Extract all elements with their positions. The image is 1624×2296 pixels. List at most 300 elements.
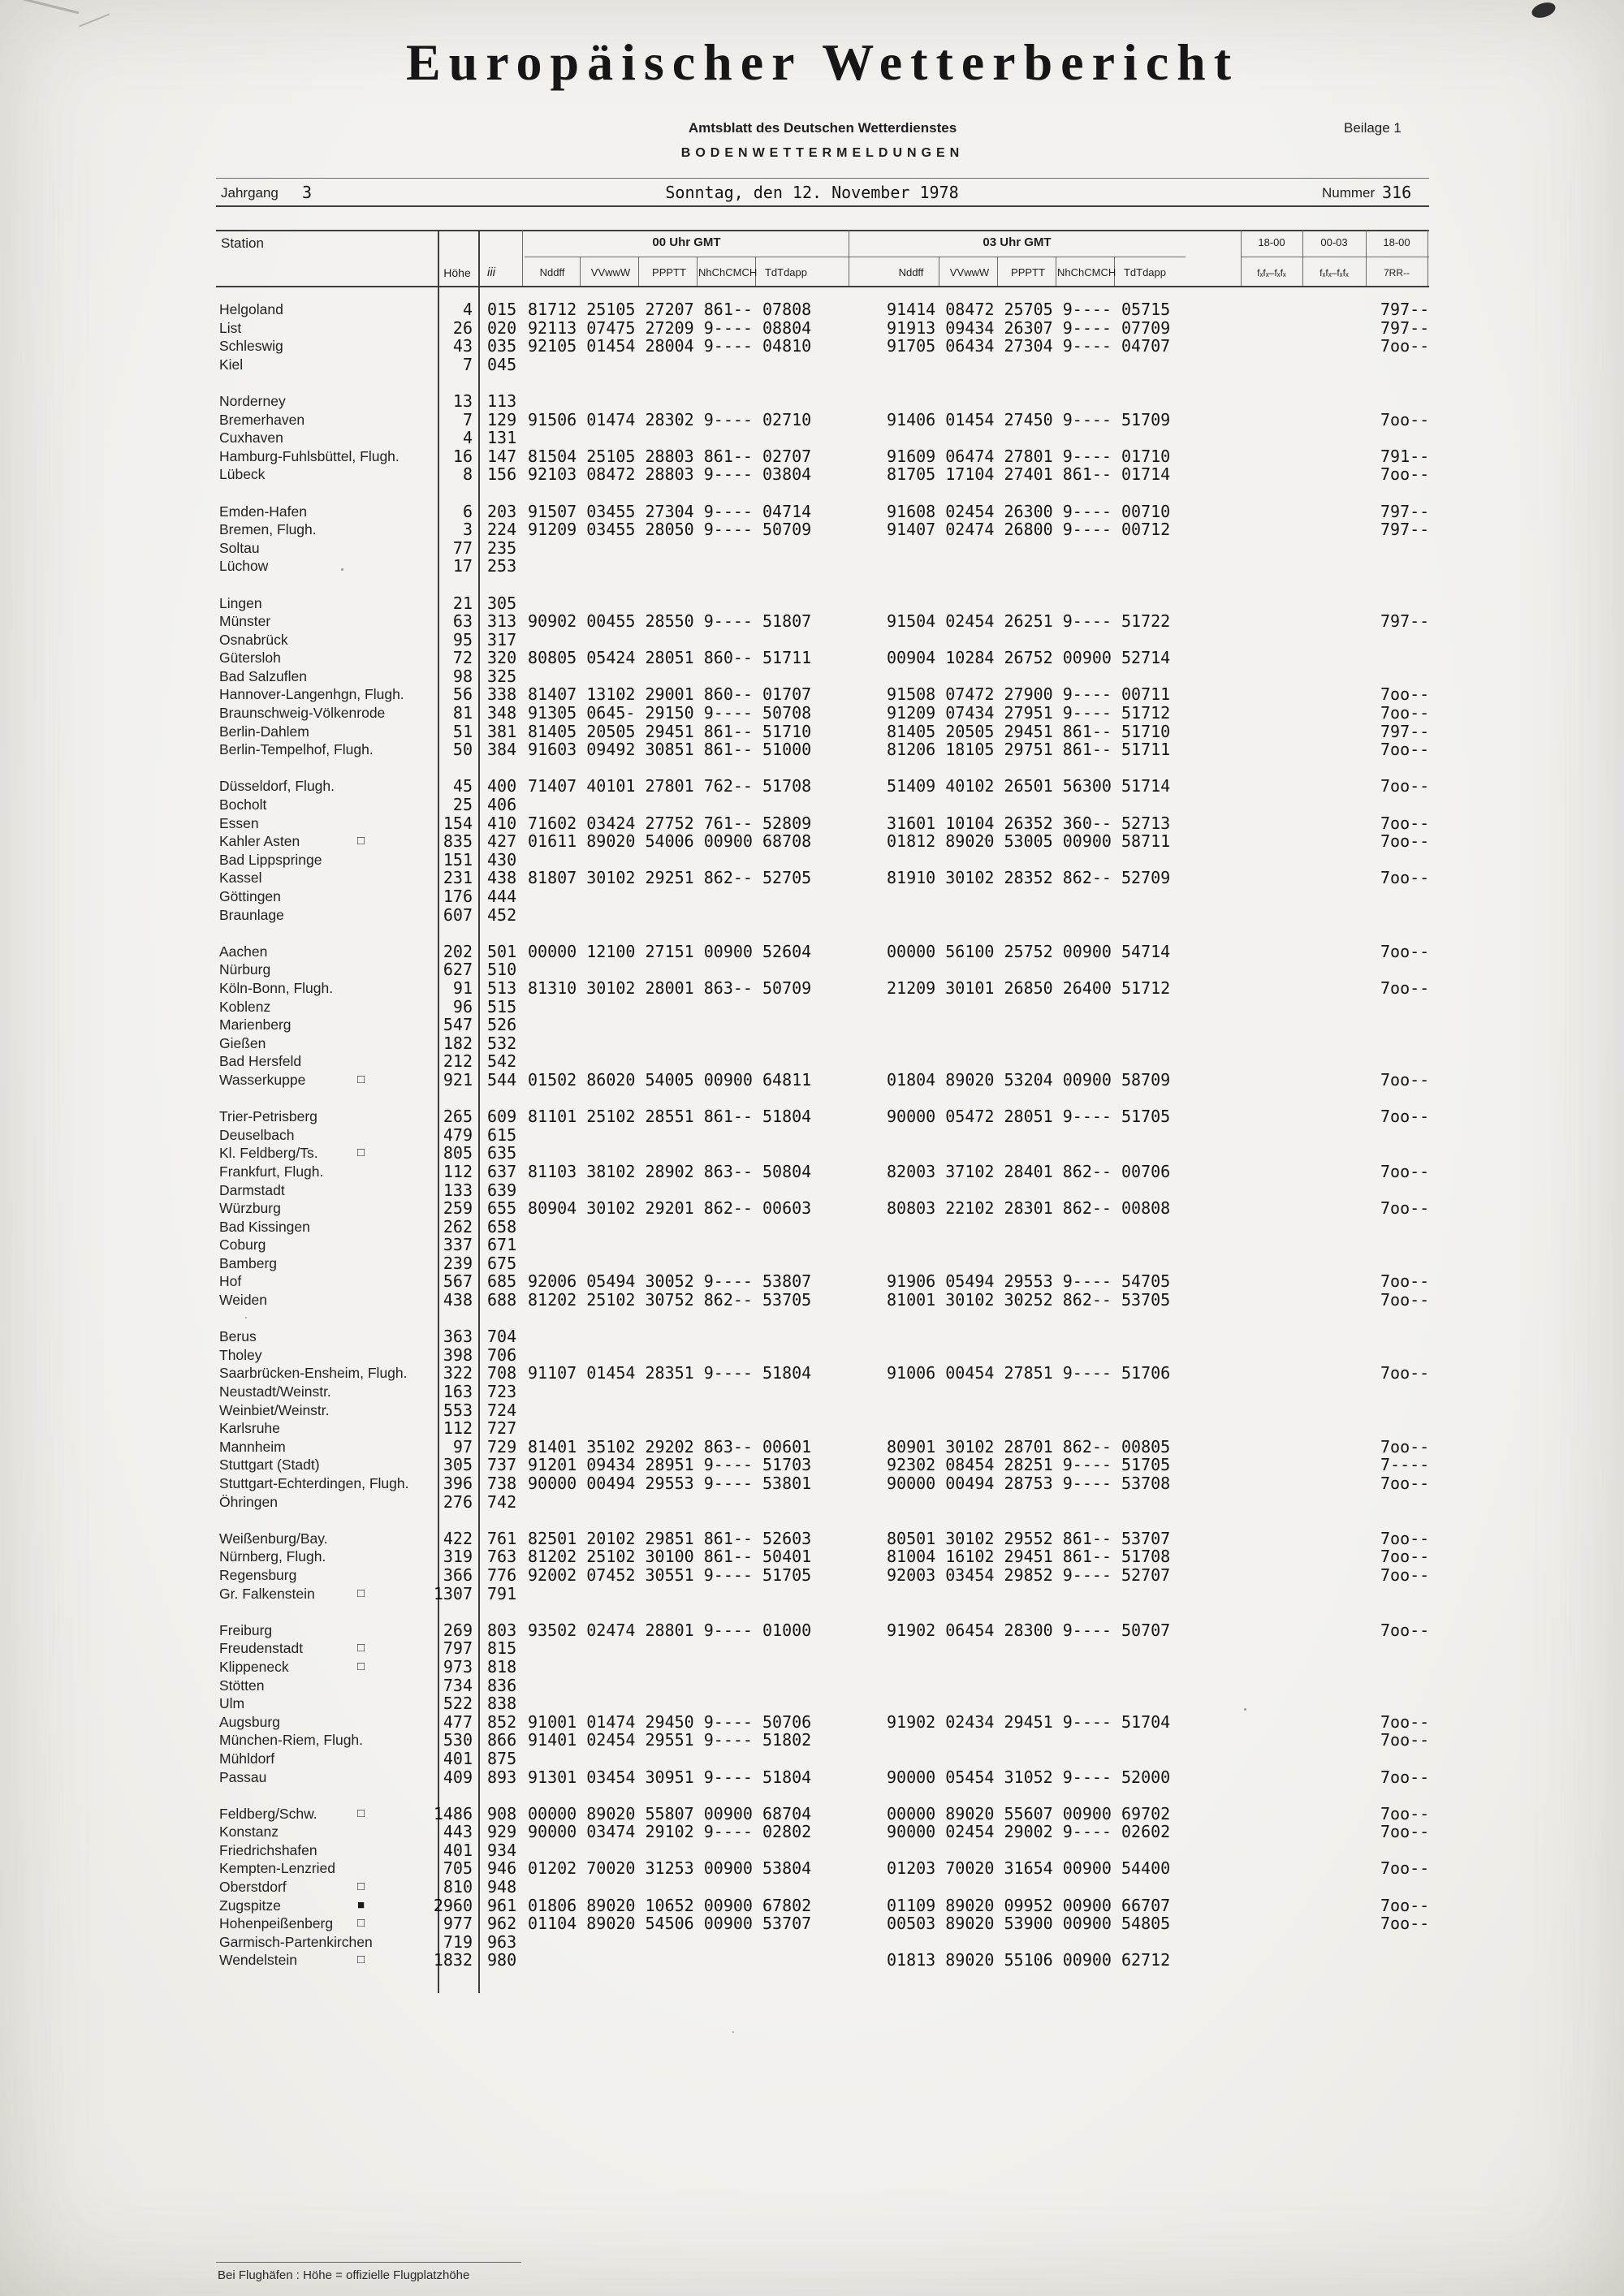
gmt03-data: 91414 08472 25705 9---- 05715 bbox=[887, 300, 1171, 319]
table-row bbox=[0, 1750, 1624, 1768]
col-vvwww-00: VVwwW bbox=[590, 266, 631, 278]
hoehe-value: 305 bbox=[443, 1455, 473, 1475]
table-row bbox=[0, 1401, 1624, 1420]
gmt00-data: 81712 25105 27207 861-- 07808 bbox=[528, 300, 812, 319]
hoehe-value: 98 bbox=[452, 666, 473, 686]
scan-artifact bbox=[1530, 0, 1557, 20]
gmt00-data: 92113 07475 27209 9---- 08804 bbox=[528, 317, 812, 338]
hoehe-value: 239 bbox=[443, 1253, 473, 1273]
beilage-label: Beilage 1 bbox=[1344, 120, 1402, 136]
table-row bbox=[0, 1566, 1624, 1585]
table-row bbox=[0, 1805, 1624, 1823]
col-nddff-00: Nddff bbox=[539, 266, 565, 278]
nummer-value: 316 bbox=[1382, 183, 1412, 202]
station-name: Braunlage bbox=[219, 906, 284, 923]
rr-value: 7oo-- bbox=[1380, 1198, 1430, 1219]
table-row bbox=[0, 1547, 1624, 1566]
hoehe-value: 1307 bbox=[433, 1583, 473, 1603]
iii-value: 946 bbox=[487, 1858, 517, 1879]
station-name: Berlin-Tempelhof, Flugh. bbox=[219, 741, 374, 758]
table-header-bottom-rule bbox=[216, 286, 1429, 287]
gmt03-data: 91209 07434 27951 9---- 51712 bbox=[887, 703, 1171, 723]
iii-value: 113 bbox=[487, 391, 517, 411]
iii-value: 763 bbox=[487, 1547, 517, 1567]
hoehe-value: 13 bbox=[452, 391, 473, 411]
hoehe-value: 151 bbox=[443, 849, 473, 870]
jahrgang-label: Jahrgang bbox=[221, 185, 279, 201]
table-row bbox=[0, 319, 1624, 338]
col-fxfx-2: fₓfₓ–fₓfₓ bbox=[1320, 267, 1349, 278]
iii-value: 675 bbox=[487, 1253, 517, 1273]
hoehe-value: 547 bbox=[443, 1015, 473, 1035]
station-name: Soltau bbox=[219, 539, 260, 556]
hoehe-value: 63 bbox=[452, 611, 473, 632]
rr-value: 797-- bbox=[1380, 300, 1430, 319]
table-row bbox=[0, 1677, 1624, 1695]
table-row bbox=[0, 1897, 1624, 1915]
table-row bbox=[0, 1621, 1624, 1640]
gmt03-data: 91902 06454 28300 9---- 50707 bbox=[887, 1620, 1171, 1640]
hoehe-value: 72 bbox=[452, 648, 473, 668]
station-name: Berus bbox=[219, 1328, 257, 1345]
iii-value: 406 bbox=[487, 795, 517, 815]
gmt03-data: 51409 40102 26501 56300 51714 bbox=[887, 776, 1171, 796]
col-period-18-00: 18-00 bbox=[1258, 236, 1285, 248]
station-symbol: □ bbox=[357, 834, 365, 848]
iii-value: 400 bbox=[487, 776, 517, 796]
iii-value: 723 bbox=[487, 1382, 517, 1402]
station-name: Kassel bbox=[219, 870, 262, 887]
hoehe-value: 163 bbox=[443, 1382, 473, 1402]
gmt00-data: 00000 89020 55807 00900 68704 bbox=[528, 1803, 812, 1823]
gmt03-data: 81001 30102 30252 862-- 53705 bbox=[887, 1290, 1171, 1310]
rule-above-meta bbox=[216, 178, 1429, 179]
table-row bbox=[0, 998, 1624, 1016]
table-row bbox=[0, 1841, 1624, 1860]
iii-value: 655 bbox=[487, 1198, 517, 1219]
hoehe-value: 438 bbox=[443, 1290, 473, 1310]
rr-value: 7oo-- bbox=[1380, 1107, 1430, 1127]
rr-value: 7oo-- bbox=[1380, 1895, 1430, 1915]
hoehe-value: 202 bbox=[443, 941, 473, 961]
gmt00-data: 01611 89020 54006 00900 68708 bbox=[528, 831, 812, 852]
station-name: Schleswig bbox=[219, 338, 283, 355]
hoehe-value: 95 bbox=[452, 629, 473, 650]
col-nddff-03: Nddff bbox=[898, 266, 924, 278]
hoehe-value: 810 bbox=[443, 1877, 473, 1897]
gmt00-data: 91201 09434 28951 9---- 51703 bbox=[528, 1455, 812, 1475]
hoehe-value: 21 bbox=[452, 593, 473, 613]
iii-value: 866 bbox=[487, 1730, 517, 1750]
table-row bbox=[0, 1530, 1624, 1548]
gmt03-data: 00904 10284 26752 00900 52714 bbox=[887, 648, 1171, 668]
rr-value: 7oo-- bbox=[1380, 1436, 1430, 1457]
iii-value: 015 bbox=[487, 300, 517, 319]
col-7rr: 7RR-- bbox=[1384, 267, 1410, 278]
station-name: Hof bbox=[219, 1273, 242, 1290]
station-name: Weinbiet/Weinstr. bbox=[219, 1401, 330, 1418]
table-row bbox=[0, 943, 1624, 961]
gmt00-data: 91401 02454 29551 9---- 51802 bbox=[528, 1730, 812, 1750]
rr-value: 7oo-- bbox=[1380, 409, 1430, 429]
iii-value: 444 bbox=[487, 887, 517, 906]
iii-value: 708 bbox=[487, 1363, 517, 1383]
table-row bbox=[0, 1474, 1624, 1493]
rr-value: 7oo-- bbox=[1380, 978, 1430, 998]
rr-value: 797-- bbox=[1380, 501, 1430, 521]
hoehe-value: 265 bbox=[443, 1107, 473, 1127]
iii-value: 338 bbox=[487, 684, 517, 705]
station-name: Bad Hersfeld bbox=[219, 1053, 302, 1070]
table-row bbox=[0, 1713, 1624, 1732]
hoehe-value: 627 bbox=[443, 960, 473, 980]
gmt00-data: 91107 01454 28351 9---- 51804 bbox=[528, 1363, 812, 1383]
gmt00-data: 81310 30102 28001 863-- 50709 bbox=[528, 978, 812, 998]
footnote-rule bbox=[216, 2262, 521, 2263]
gmt03-data: 91608 02454 26300 9---- 00710 bbox=[887, 501, 1171, 521]
iii-value: 776 bbox=[487, 1564, 517, 1585]
hoehe-value: 50 bbox=[452, 740, 473, 760]
hoehe-value: 401 bbox=[443, 1840, 473, 1860]
gmt03-data: 81405 20505 29451 861-- 51710 bbox=[887, 721, 1171, 741]
station-group bbox=[0, 1805, 1624, 1970]
rr-value: 7oo-- bbox=[1380, 941, 1430, 961]
hoehe-value: 1486 bbox=[433, 1803, 473, 1823]
station-name: Hamburg-Fuhlsbüttel, Flugh. bbox=[219, 447, 400, 464]
table-row bbox=[0, 1052, 1624, 1071]
col-clouds-03: NhChCMCH bbox=[1057, 266, 1116, 278]
table-row bbox=[0, 1438, 1624, 1457]
hoehe-value: 4 bbox=[462, 428, 473, 448]
hoehe-value: 97 bbox=[452, 1436, 473, 1457]
iii-value: 929 bbox=[487, 1822, 517, 1842]
gmt03-data: 80501 30102 29552 861-- 53707 bbox=[887, 1528, 1171, 1548]
table-row bbox=[0, 1016, 1624, 1034]
station-name: Freiburg bbox=[219, 1621, 273, 1638]
station-name: Marienberg bbox=[219, 1016, 292, 1034]
iii-value: 131 bbox=[487, 428, 517, 448]
station-name: Braunschweig-Völkenrode bbox=[219, 705, 386, 722]
hoehe-value: 319 bbox=[443, 1547, 473, 1567]
station-name: Bad Lippspringe bbox=[219, 851, 322, 868]
table-row bbox=[0, 869, 1624, 887]
station-name: Coburg bbox=[219, 1236, 266, 1254]
gmt00-data: 91305 0645- 29150 9---- 50708 bbox=[528, 703, 812, 723]
rr-value: 7oo-- bbox=[1380, 776, 1430, 796]
gmt03-data: 91913 09434 26307 9---- 07709 bbox=[887, 317, 1171, 338]
station-name: Frankfurt, Flugh. bbox=[219, 1163, 324, 1180]
hoehe-value: 398 bbox=[443, 1344, 473, 1365]
iii-value: 515 bbox=[487, 996, 517, 1016]
gmt03-data: 80803 22102 28301 862-- 00808 bbox=[887, 1198, 1171, 1219]
iii-value: 438 bbox=[487, 868, 517, 888]
gmt00-data: 00000 12100 27151 00900 52604 bbox=[528, 941, 812, 961]
station-symbol: □ bbox=[357, 1586, 365, 1600]
station-name: Norderney bbox=[219, 392, 286, 409]
gmt00-data: 81202 25102 30752 862-- 53705 bbox=[528, 1290, 812, 1310]
iii-value: 609 bbox=[487, 1107, 517, 1127]
rr-value: 7oo-- bbox=[1380, 1290, 1430, 1310]
iii-value: 305 bbox=[487, 593, 517, 613]
col-fxfx-1: fₓfₓ–fₓfₓ bbox=[1257, 267, 1286, 278]
iii-value: 348 bbox=[487, 703, 517, 723]
table-row bbox=[0, 1878, 1624, 1897]
iii-value: 803 bbox=[487, 1620, 517, 1640]
gmt03-data: 90000 02454 29002 9---- 02602 bbox=[887, 1822, 1171, 1842]
table-row bbox=[0, 594, 1624, 613]
col-tdtd-03: TdTdapp bbox=[1123, 266, 1167, 278]
gmt00-data: 81405 20505 29451 861-- 51710 bbox=[528, 721, 812, 741]
station-name: Weißenburg/Bay. bbox=[219, 1530, 328, 1547]
subtitle: Amtsblatt des Deutschen Wetterdienstes bbox=[688, 120, 957, 136]
rr-value: 7oo-- bbox=[1380, 1474, 1430, 1493]
hoehe-value: 133 bbox=[443, 1180, 473, 1200]
hoehe-value: 522 bbox=[443, 1694, 473, 1714]
station-symbol: □ bbox=[357, 1641, 365, 1655]
table-row bbox=[0, 1933, 1624, 1952]
station-name: Stuttgart (Stadt) bbox=[219, 1457, 320, 1474]
hoehe-value: 2960 bbox=[433, 1895, 473, 1915]
table-row bbox=[0, 1236, 1624, 1254]
hoehe-value: 112 bbox=[443, 1161, 473, 1181]
table-row bbox=[0, 1254, 1624, 1273]
station-name: Kempten-Lenzried bbox=[219, 1860, 335, 1877]
table-row bbox=[0, 1107, 1624, 1126]
gmt00-data: 93502 02474 28801 9---- 01000 bbox=[528, 1620, 812, 1640]
iii-value: 685 bbox=[487, 1271, 517, 1292]
hoehe-value: 4 bbox=[462, 300, 473, 319]
hoehe-value: 96 bbox=[452, 996, 473, 1016]
hoehe-value: 835 bbox=[443, 831, 473, 852]
table-row bbox=[0, 1639, 1624, 1658]
iii-value: 852 bbox=[487, 1711, 517, 1732]
station-name: Kl. Feldberg/Ts. bbox=[219, 1145, 318, 1162]
gmt00-data: 91001 01474 29450 9---- 50706 bbox=[528, 1711, 812, 1732]
rule-below-meta bbox=[216, 205, 1429, 207]
iii-value: 729 bbox=[487, 1436, 517, 1457]
iii-value: 727 bbox=[487, 1418, 517, 1439]
table-row bbox=[0, 1364, 1624, 1383]
table-row bbox=[0, 1034, 1624, 1053]
station-name: Wendelstein bbox=[219, 1952, 297, 1969]
col-vvwww-03: VVwwW bbox=[949, 266, 990, 278]
hoehe-value: 231 bbox=[443, 868, 473, 888]
iii-value: 156 bbox=[487, 464, 517, 485]
table-row bbox=[0, 740, 1624, 759]
table-row bbox=[0, 1731, 1624, 1750]
hoehe-value: 530 bbox=[443, 1730, 473, 1750]
iii-value: 313 bbox=[487, 611, 517, 632]
table-row bbox=[0, 1071, 1624, 1090]
hoehe-value: 396 bbox=[443, 1474, 473, 1493]
iii-value: 317 bbox=[487, 629, 517, 650]
iii-value: 129 bbox=[487, 409, 517, 429]
iii-value: 963 bbox=[487, 1931, 517, 1952]
station-name: Emden-Hafen bbox=[219, 503, 307, 520]
gmt03-data: 91006 00454 27851 9---- 51706 bbox=[887, 1363, 1171, 1383]
iii-value: 526 bbox=[487, 1015, 517, 1035]
iii-value: 542 bbox=[487, 1051, 517, 1072]
station-name: Stuttgart-Echterdingen, Flugh. bbox=[219, 1475, 409, 1491]
station-name: Koblenz bbox=[219, 998, 271, 1015]
iii-value: 818 bbox=[487, 1656, 517, 1677]
table-row bbox=[0, 1383, 1624, 1401]
table-row bbox=[0, 392, 1624, 411]
rr-value: 797-- bbox=[1380, 520, 1430, 540]
table-row bbox=[0, 1218, 1624, 1236]
gmt03-data: 81910 30102 28352 862-- 52709 bbox=[887, 868, 1171, 888]
hoehe-value: 363 bbox=[443, 1327, 473, 1347]
rr-value: 7oo-- bbox=[1380, 868, 1430, 888]
station-name: Düsseldorf, Flugh. bbox=[219, 778, 335, 795]
rr-value: 797-- bbox=[1380, 317, 1430, 338]
scan-artifact bbox=[79, 14, 110, 28]
station-name: Friedrichshafen bbox=[219, 1841, 317, 1858]
gmt03-data: 81705 17104 27401 861-- 01714 bbox=[887, 464, 1171, 485]
rr-value: 7oo-- bbox=[1380, 1547, 1430, 1567]
station-name: Tholey bbox=[219, 1346, 262, 1363]
iii-value: 452 bbox=[487, 904, 517, 925]
hoehe-value: 409 bbox=[443, 1767, 473, 1787]
station-name: Feldberg/Schw. bbox=[219, 1805, 317, 1822]
station-name: Deuselbach bbox=[219, 1126, 295, 1143]
rr-value: 7oo-- bbox=[1380, 813, 1430, 833]
table-row bbox=[0, 649, 1624, 667]
rr-value: 7oo-- bbox=[1380, 1914, 1430, 1934]
gmt00-data: 01202 70020 31253 00900 53804 bbox=[528, 1858, 812, 1879]
iii-value: 224 bbox=[487, 520, 517, 540]
iii-value: 791 bbox=[487, 1583, 517, 1603]
iii-value: 320 bbox=[487, 648, 517, 668]
station-name: Stötten bbox=[219, 1677, 265, 1694]
iii-value: 724 bbox=[487, 1400, 517, 1420]
station-name: Osnabrück bbox=[219, 631, 288, 648]
station-name: Bamberg bbox=[219, 1254, 278, 1271]
station-symbol: □ bbox=[357, 1659, 365, 1673]
gmt00-data: 81401 35102 29202 863-- 00601 bbox=[528, 1436, 812, 1457]
station-name: Helgoland bbox=[219, 301, 283, 317]
gmt03-data: 01812 89020 53005 00900 58711 bbox=[887, 831, 1171, 852]
col-period-18-00b: 18-00 bbox=[1383, 236, 1410, 248]
rr-value: 7oo-- bbox=[1380, 1069, 1430, 1090]
gmt03-data: 80901 30102 28701 862-- 00805 bbox=[887, 1436, 1171, 1457]
gmt00-data: 91603 09492 30851 861-- 51000 bbox=[528, 740, 812, 760]
table-row bbox=[0, 723, 1624, 741]
station-name: Zugspitze bbox=[219, 1897, 281, 1914]
table-row bbox=[0, 300, 1624, 319]
hoehe-value: 719 bbox=[443, 1931, 473, 1952]
jahrgang-value: 3 bbox=[302, 183, 313, 202]
gmt00-data: 91507 03455 27304 9---- 04714 bbox=[528, 501, 812, 521]
rr-value: 7oo-- bbox=[1380, 1767, 1430, 1787]
gmt03-data: 31601 10104 26352 360-- 52713 bbox=[887, 813, 1171, 833]
hoehe-value: 401 bbox=[443, 1748, 473, 1768]
iii-value: 510 bbox=[487, 960, 517, 980]
iii-value: 253 bbox=[487, 556, 517, 576]
station-group bbox=[0, 1107, 1624, 1310]
station-group bbox=[0, 1530, 1624, 1603]
gmt00-data: 91506 01474 28302 9---- 02710 bbox=[528, 409, 812, 429]
station-name: Mannheim bbox=[219, 1438, 286, 1455]
table-row bbox=[0, 557, 1624, 576]
table-row bbox=[0, 667, 1624, 686]
iii-value: 706 bbox=[487, 1344, 517, 1365]
station-group bbox=[0, 594, 1624, 759]
gmt00-data: 92105 01454 28004 9---- 04810 bbox=[528, 336, 812, 356]
gmt00-data: 91301 03454 30951 9---- 51804 bbox=[528, 1767, 812, 1787]
gmt03-data: 21209 30101 26850 26400 51712 bbox=[887, 978, 1171, 998]
iii-value: 384 bbox=[487, 740, 517, 760]
hoehe-value: 477 bbox=[443, 1711, 473, 1732]
station-name: Kiel bbox=[219, 356, 244, 373]
hoehe-value: 734 bbox=[443, 1675, 473, 1695]
gmt00-data: 81103 38102 28902 863-- 50804 bbox=[528, 1161, 812, 1181]
scan-artifact bbox=[732, 2031, 734, 2033]
gmt00-data: 82501 20102 29851 861-- 52603 bbox=[528, 1528, 812, 1548]
iii-value: 908 bbox=[487, 1803, 517, 1823]
col-iii: iii bbox=[487, 265, 495, 279]
gmt03-data: 91906 05494 29553 9---- 54705 bbox=[887, 1271, 1171, 1292]
station-group bbox=[0, 300, 1624, 373]
table-row bbox=[0, 1144, 1624, 1163]
rr-value: 7oo-- bbox=[1380, 1528, 1430, 1548]
hoehe-value: 7 bbox=[462, 409, 473, 429]
station-name: Oberstdorf bbox=[219, 1879, 287, 1896]
station-name: Hohenpeißenberg bbox=[219, 1915, 334, 1932]
station-symbol: ■ bbox=[357, 1897, 365, 1912]
iii-value: 635 bbox=[487, 1143, 517, 1163]
rr-value: 7oo-- bbox=[1380, 336, 1430, 356]
hoehe-value: 337 bbox=[443, 1235, 473, 1255]
iii-value: 639 bbox=[487, 1180, 517, 1200]
hoehe-value: 262 bbox=[443, 1216, 473, 1236]
iii-value: 410 bbox=[487, 813, 517, 833]
hoehe-value: 269 bbox=[443, 1620, 473, 1640]
gmt00-data: 91209 03455 28050 9---- 50709 bbox=[528, 520, 812, 540]
iii-value: 381 bbox=[487, 721, 517, 741]
station-name: Nürnberg, Flugh. bbox=[219, 1548, 326, 1565]
gmt03-data: 91705 06434 27304 9---- 04707 bbox=[887, 336, 1171, 356]
hoehe-value: 921 bbox=[443, 1069, 473, 1090]
table-row bbox=[0, 1419, 1624, 1438]
iii-value: 948 bbox=[487, 1877, 517, 1897]
hoehe-value: 77 bbox=[452, 537, 473, 558]
station-group bbox=[0, 777, 1624, 924]
hoehe-value: 422 bbox=[443, 1528, 473, 1548]
station-symbol: □ bbox=[357, 1072, 365, 1086]
station-name: Weiden bbox=[219, 1292, 268, 1309]
rr-value: 7oo-- bbox=[1380, 1803, 1430, 1823]
iii-value: 147 bbox=[487, 446, 517, 466]
rr-value: 7oo-- bbox=[1380, 1271, 1430, 1292]
table-row bbox=[0, 631, 1624, 650]
rr-value: 7oo-- bbox=[1380, 1620, 1430, 1640]
hoehe-value: 17 bbox=[452, 556, 473, 576]
hoehe-value: 25 bbox=[452, 795, 473, 815]
table-row bbox=[0, 447, 1624, 466]
hoehe-value: 91 bbox=[452, 978, 473, 998]
rr-value: 7oo-- bbox=[1380, 684, 1430, 705]
table-row bbox=[0, 1823, 1624, 1841]
gmt03-data: 00000 56100 25752 00900 54714 bbox=[887, 941, 1171, 961]
hoehe-value: 443 bbox=[443, 1822, 473, 1842]
gmt00-data: 90000 00494 29553 9---- 53801 bbox=[528, 1474, 812, 1493]
rr-value: 7oo-- bbox=[1380, 831, 1430, 852]
iii-value: 671 bbox=[487, 1235, 517, 1255]
table-row bbox=[0, 1859, 1624, 1878]
rr-value: 7oo-- bbox=[1380, 1161, 1430, 1181]
iii-value: 934 bbox=[487, 1840, 517, 1860]
